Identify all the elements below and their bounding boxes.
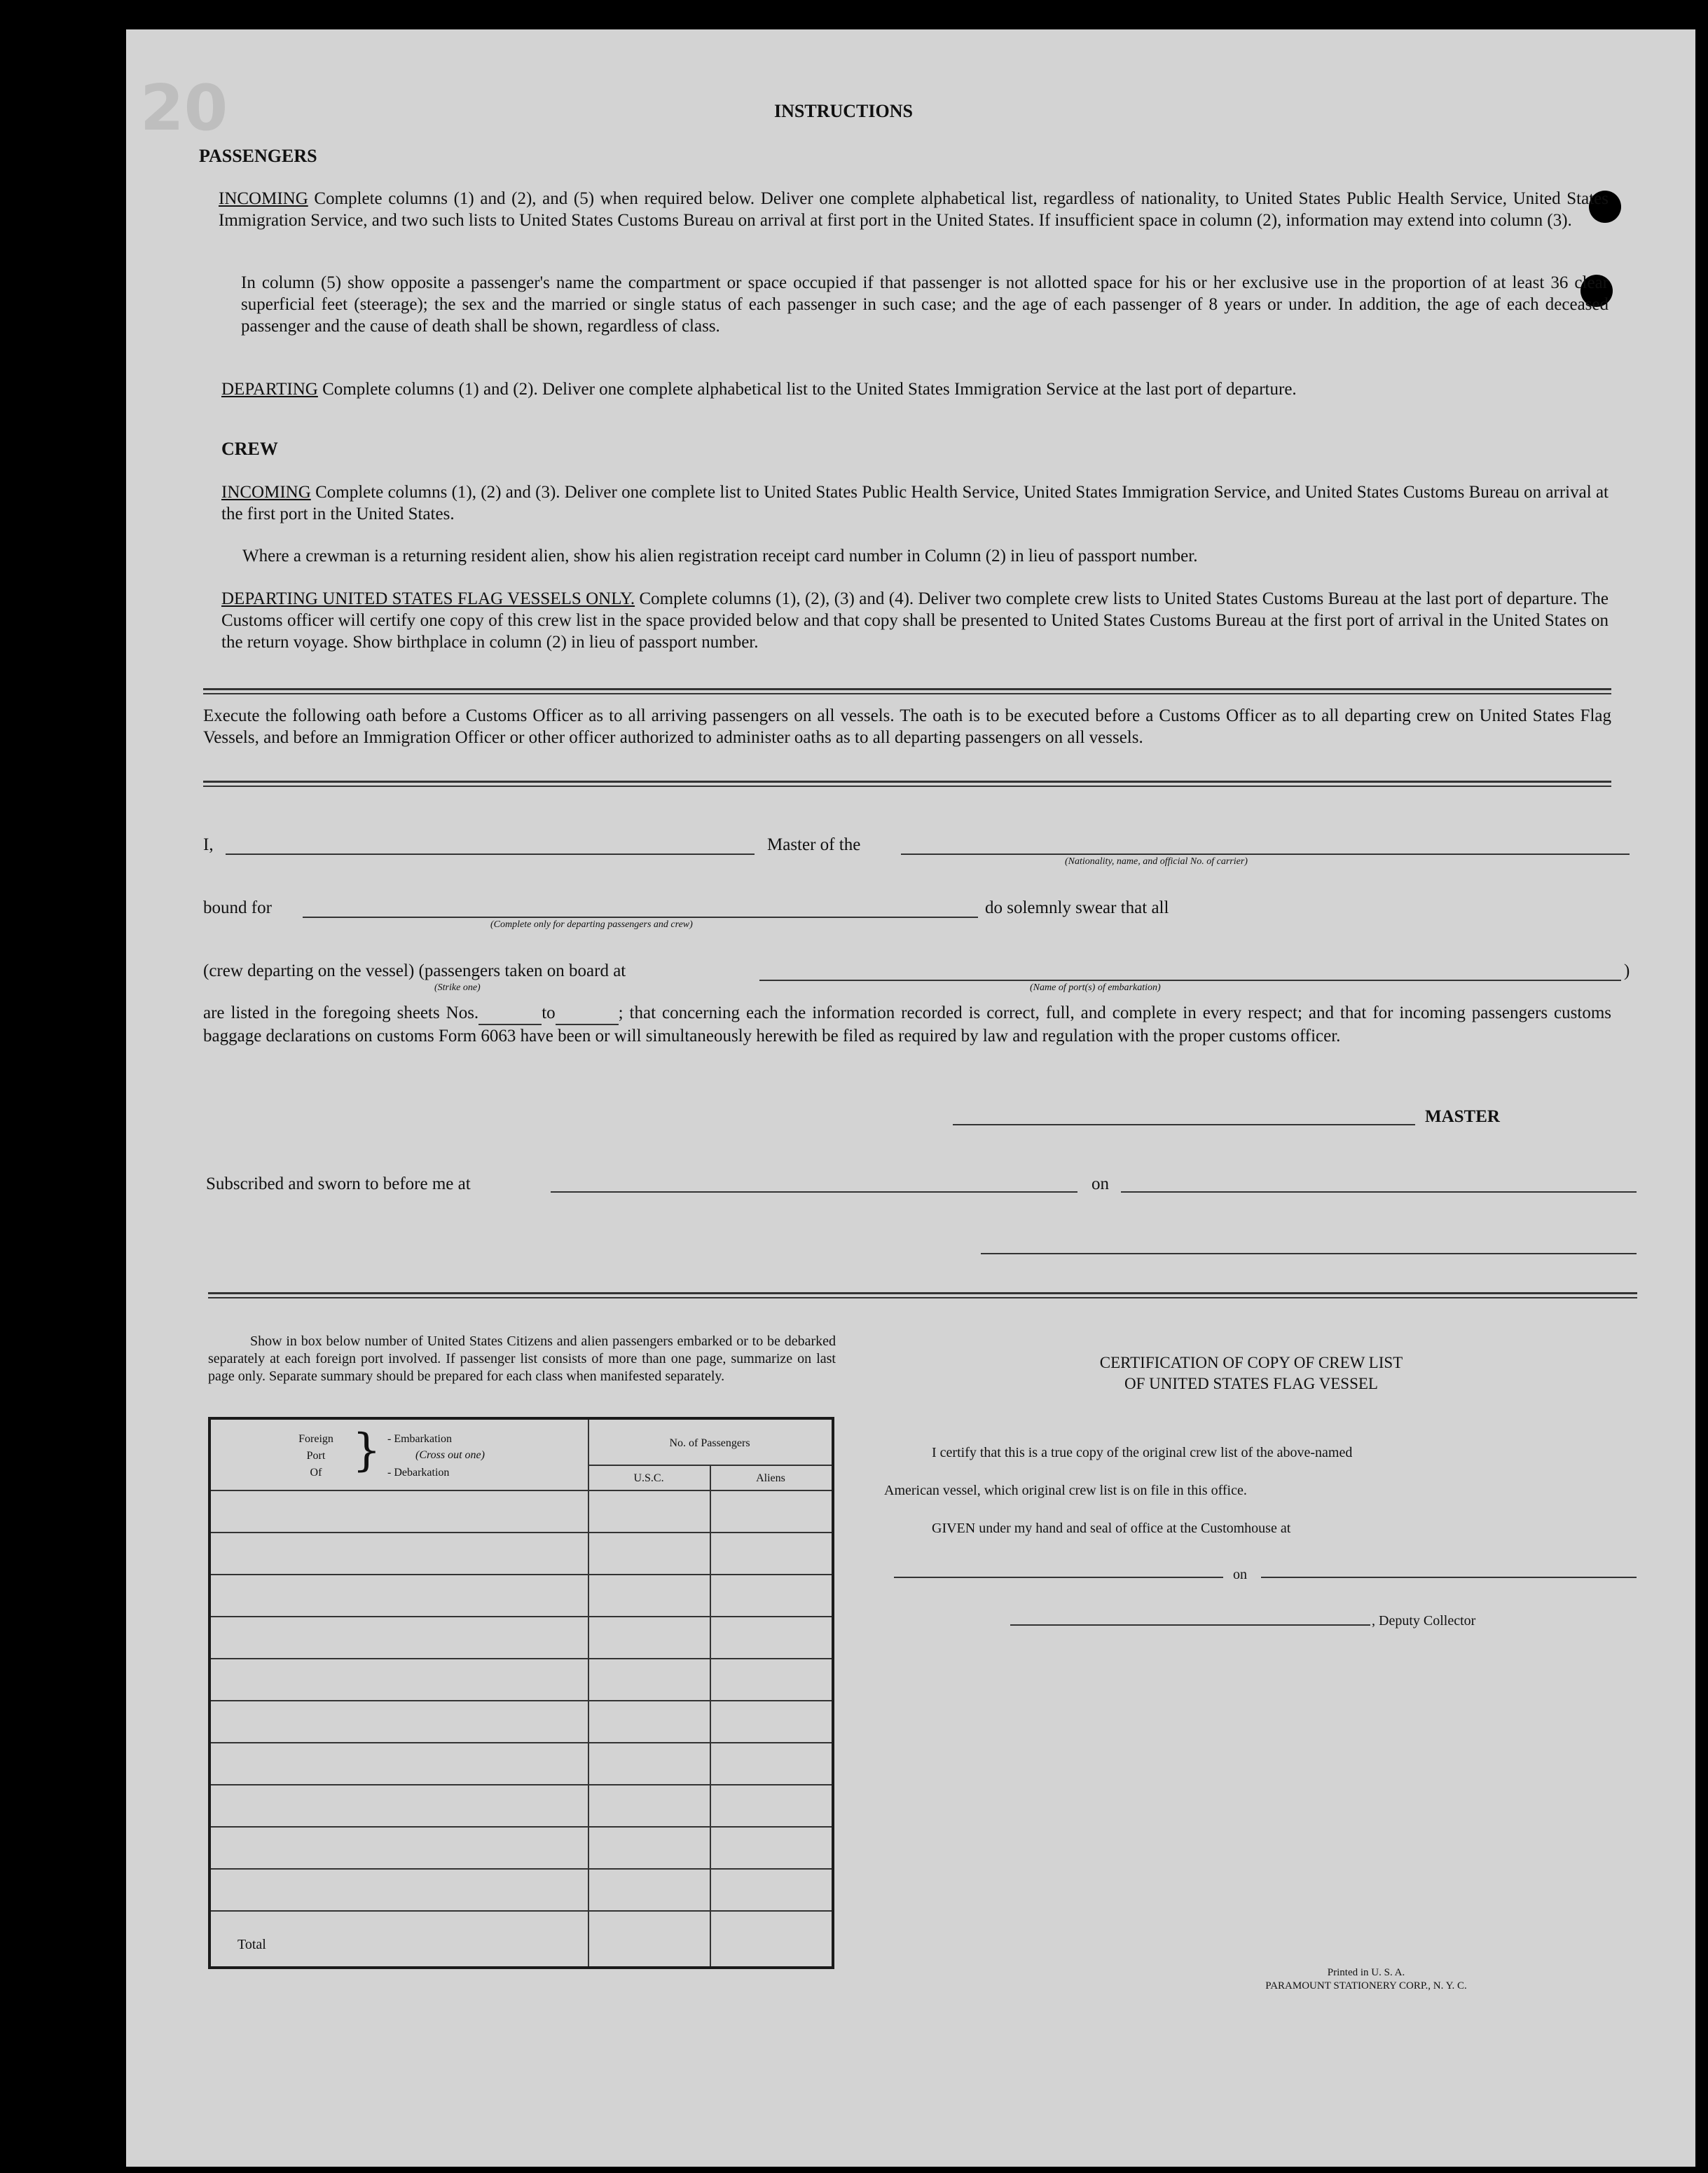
crew-resident-paragraph: Where a crewman is a returning resident alien, show his alien registration receipt card number in Column (2) in lieu of passport number. [242, 547, 1198, 565]
faint-sheet-number: 20 [140, 71, 228, 145]
col-divider-port [588, 1420, 589, 1966]
crew-departing-paragraph [221, 588, 1609, 653]
certification-title-line1: CERTIFICATION OF COPY OF CREW LIST [1099, 1354, 1403, 1371]
divider-double [203, 688, 1611, 694]
row-line [211, 1658, 832, 1659]
bracket-brace: } [352, 1425, 381, 1476]
port-caption: (Name of port(s) of embarkation) [1030, 982, 1161, 993]
aliens-header: Aliens [756, 1472, 785, 1484]
row-line [211, 1784, 832, 1785]
debarkation-label: - Debarkation [387, 1467, 450, 1479]
subscribed-date-line[interactable] [1121, 1191, 1637, 1193]
divider-double-3 [208, 1292, 1637, 1298]
crew-incoming-paragraph [221, 481, 1609, 525]
master-label: MASTER [1425, 1107, 1500, 1126]
listed-sheets-label: are listed in the foregoing sheets Nos. [203, 1003, 479, 1022]
printer-line1: Printed in U. S. A. [1327, 1967, 1405, 1978]
certification-title-line2: OF UNITED STATES FLAG VESSEL [1124, 1375, 1378, 1392]
row-line [211, 1532, 832, 1533]
passengers-departing-label: DEPARTING [221, 380, 318, 399]
certify-line2: American vessel, which original crew list is on file in this office. [884, 1483, 1247, 1498]
printer-line2: PARAMOUNT STATIONERY CORP., N. Y. C. [1265, 1980, 1467, 1992]
column5-paragraph: In column (5) show opposite a passenger's name the compartment or space occupied if that passenger is not allotted space for his or her exclusive use in the proportion of at least 36 clear superficial feet (steerage); the sex and the married or single status of each passenger in such case; and the age of each passenger of 8 years or under. In addition, the age of each deceased passenger and the cause of death shall be shown, regardless of class. [241, 273, 1609, 336]
row-line [211, 1616, 832, 1617]
cert-on-label: on [1233, 1567, 1247, 1582]
carrier-caption: (Nationality, name, and official No. of carrier) [1065, 856, 1248, 867]
listed-to-label: to [542, 1003, 556, 1022]
cross-out-label: (Cross out one) [415, 1449, 485, 1461]
row-line [211, 1700, 832, 1701]
passengers-incoming-paragraph [219, 188, 1609, 231]
given-line: GIVEN under my hand and seal of office at the Customhouse at [932, 1521, 1291, 1536]
carrier-line[interactable] [901, 854, 1630, 855]
officer-signature-line[interactable] [981, 1253, 1637, 1254]
subscribed-on-label: on [1091, 1174, 1109, 1193]
embarkation-label: - Embarkation [387, 1433, 452, 1445]
deputy-signature-line[interactable] [1010, 1624, 1370, 1626]
crew-departing-label: (crew departing on the vessel) (passengers taken on board at [203, 961, 626, 980]
bound-for-label: bound for [203, 898, 272, 917]
deputy-collector-label: , Deputy Collector [1372, 1613, 1476, 1629]
subscribed-label: Subscribed and sworn to before me at [206, 1174, 471, 1193]
row-line [211, 1826, 832, 1828]
sheet-to-blank[interactable] [556, 1002, 619, 1025]
printer-imprint [1205, 1966, 1527, 1993]
crew-incoming-text: Complete columns (1), (2) and (3). Deliver one complete list to United States Public Health Service, United States Immigration Service, and United States Customs Bureau on arrival at the first port in the United States. [221, 483, 1609, 523]
listed-statement: ; that concerning each the information recorded is correct, full, and complete in every respect; and that for incoming passengers customs baggage declarations on customs Form 6063 have been or will simultaneously herewith be filed as required by law and regulation with the proper customs officer. [203, 1003, 1611, 1046]
row-line [211, 1742, 832, 1743]
foreign-label: Foreign [298, 1433, 333, 1445]
master-signature-line[interactable] [953, 1124, 1415, 1125]
header-subrow-line [588, 1465, 832, 1466]
oath-i-label: I, [203, 835, 214, 854]
subscribed-place-line[interactable] [551, 1191, 1077, 1193]
sheet-from-blank[interactable] [478, 1002, 542, 1025]
crew-incoming-label: INCOMING [221, 483, 311, 502]
passengers-departing-paragraph [221, 378, 1609, 400]
crew-heading: CREW [221, 439, 278, 459]
certify-line1: I certify that this is a true copy of the original crew list of the above-named [932, 1445, 1353, 1460]
cert-date-line[interactable] [1261, 1577, 1637, 1578]
port-embarkation-line[interactable] [759, 980, 1621, 981]
form-page [126, 29, 1695, 2167]
crew-departing-text: Complete columns (1), (2), (3) and (4). Deliver two complete crew lists to United States Customs Bureau at the last port of departure. The Customs officer will certify one copy of this crew list in the space provided below and that copy shall be presented to United States Customs Bureau at the first port of arrival in the United States on the return voyage. Show birthplace in column (2) in lieu of passport number. [221, 589, 1609, 652]
passengers-heading: PASSENGERS [199, 146, 317, 166]
bound-for-caption: (Complete only for departing passengers and crew) [490, 919, 693, 930]
summary-instructions: Show in box below number of United States Citizens and alien passengers embarked or to be debarked separately at each foreign port involved. If passenger list consists of more than one page, summarize on last page only. Separate summary should be prepared for each class when manifested separately. [208, 1334, 836, 1384]
master-of-the-label: Master of the [767, 835, 861, 854]
oath-intro: Execute the following oath before a Customs Officer as to all arriving passengers on all vessels. The oath is to be executed before a Customs Officer as to all departing crew on United States Flag Vessels, and before an Immigration Officer or other officer authorized to administer oaths as to all departing passengers on all vessels. [203, 706, 1611, 747]
customhouse-place-line[interactable] [894, 1577, 1223, 1578]
strike-one-caption: (Strike one) [434, 982, 481, 993]
header-bottom-line [211, 1490, 832, 1491]
swear-label: do solemnly swear that all [985, 898, 1169, 917]
passengers-incoming-label: INCOMING [219, 189, 308, 208]
master-name-line[interactable] [226, 854, 755, 855]
of-label: Of [310, 1467, 322, 1479]
passenger-summary-table [208, 1417, 834, 1969]
bound-for-line[interactable] [303, 917, 978, 918]
passengers-incoming-text: Complete columns (1) and (2), and (5) when required below. Deliver one complete alphabetical list, regardless of nationality, to United States Public Health Service, United States Immigration Service, and two such lists to United States Customs Bureau on arrival at first port in the United States. If insufficient space in column (2), information may extend into column (3). [219, 189, 1609, 230]
no-passengers-header: No. of Passengers [669, 1437, 750, 1449]
instructions-title: INSTRUCTIONS [774, 101, 913, 121]
row-line [211, 1910, 832, 1912]
usc-header: U.S.C. [633, 1472, 664, 1484]
crew-departing-label: DEPARTING UNITED STATES FLAG VESSELS ONLY. [221, 589, 635, 608]
row-line [211, 1868, 832, 1870]
oath-listed-paragraph [203, 1002, 1611, 1047]
passengers-departing-text: Complete columns (1) and (2). Deliver one complete alphabetical list to the United States Immigration Service at the last port of departure. [317, 380, 1297, 399]
close-paren: ) [1624, 961, 1630, 980]
total-label: Total [237, 1937, 266, 1952]
port-label: Port [306, 1450, 326, 1462]
col-divider-usc [710, 1465, 711, 1966]
divider-double-2 [203, 781, 1611, 787]
certification-title [985, 1352, 1517, 1394]
row-line [211, 1574, 832, 1575]
